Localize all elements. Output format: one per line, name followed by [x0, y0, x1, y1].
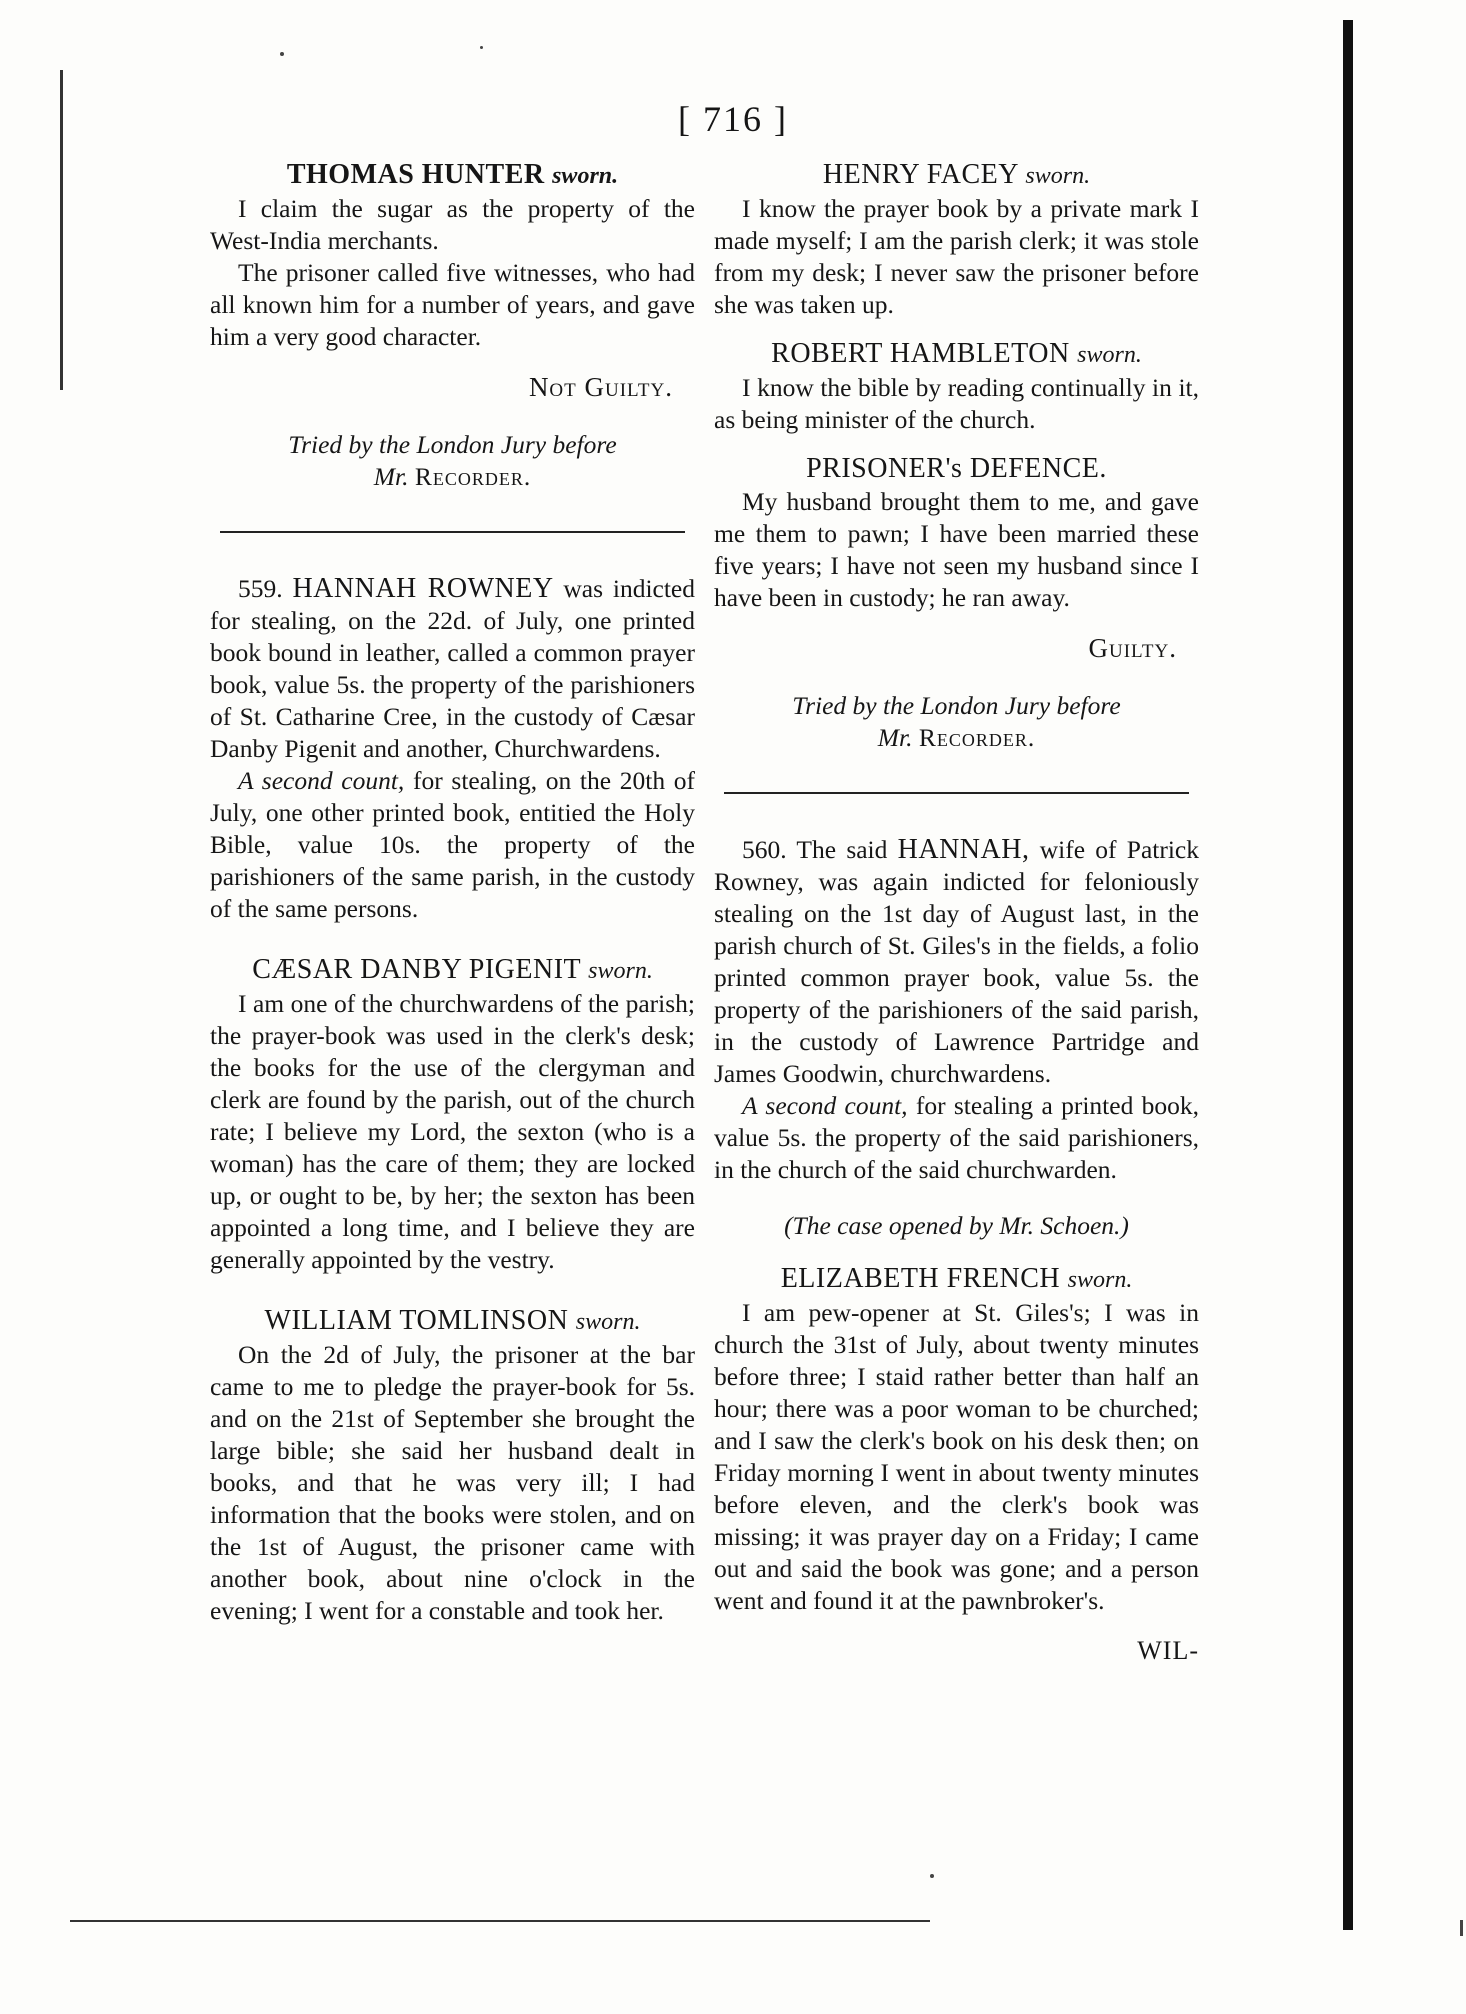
section-divider [220, 531, 685, 533]
speck [930, 1874, 934, 1878]
case-559-indictment: 559. HANNAH ROWNEY was indicted for stealing, on the 22d. of July, one printed book bound in leather, called a common prayer book, value 5s. the property of the parishioners of St. Catharine Cree, in the custody of Cæsar Danby Pigenit and another, Churchwardens. [210, 573, 695, 763]
left-column [210, 158, 695, 1627]
page-number: [ 716 ] [678, 99, 788, 139]
verdict-not-guilty: Not Guilty. [528, 372, 673, 402]
witness-heading-hambleton: ROBERT HAMBLETON sworn. [771, 338, 1142, 369]
witness-heading-pigenit: CÆSAR DANBY PIGENIT sworn. [252, 954, 653, 985]
section-divider [724, 792, 1189, 794]
testimony-french: I am pew-opener at St. Giles's; I was in church the 31st of July, about twenty minutes before three; I staid rather better than half an hour; there was a poor woman to be churched; and I saw the clerk's book on his desk then; on Friday morning I went in about twenty minutes before eleven, and the clerk's book was missing; it was prayer day on a Friday; I came out and said the book was gone; and a person went and found it at the pawnbroker's. [714, 1298, 1199, 1615]
testimony-hambleton: I know the bible by reading continually in it, as being minister of the church. [714, 373, 1199, 434]
speck [280, 52, 284, 56]
case-opened-note: (The case opened by Mr. Schoen.) [784, 1211, 1129, 1240]
speck [1460, 1920, 1463, 1936]
witness-heading-hunter: THOMAS HUNTER sworn. [286, 159, 619, 190]
right-column [714, 158, 1199, 1667]
testimony-tomlinson: On the 2d of July, the prisoner at the bar came to me to pledge the prayer-book for 5s. and on the 21st of September she brought the large bible; she said her husband dealt in books, and that he was very ill; I had information that the books were stolen, and on the 1st of August, the prisoner came with another book, about nine o'clock in the evening; I went for a constable and took her. [210, 1340, 695, 1625]
testimony-facey: I know the prayer book by a private mark I made myself; I am the parish clerk; it was stole from my desk; I never saw the prisoner before she was taken up. [714, 194, 1199, 319]
prisoner-defence-heading: PRISONER's DEFENCE. [806, 453, 1107, 484]
case-560-indictment: 560. The said HANNAH, wife of Patrick Rowney, was again indicted for feloniously stealing on the 1st day of August last, in the parish church of St. Giles's in the fields, a folio printed common prayer book, value 5s. the property of the parishioners of the said parish, in the custody of Lawrence Partridge and James Goodwin, churchwardens. [714, 834, 1199, 1088]
catchword: WIL- [1137, 1636, 1199, 1665]
case-560-second-count: A second count, for stealing a printed book, value 5s. the property of the said parishioners, in the church of the said churchwarden. [714, 1091, 1199, 1184]
verdict-guilty: Guilty. [1088, 633, 1177, 663]
witnesses-note: The prisoner called five witnesses, who had all known him for a number of years, and gave him a very good character. [210, 258, 695, 351]
page-spine-shadow [1343, 20, 1353, 1930]
witness-heading-french: ELIZABETH FRENCH sworn. [780, 1263, 1133, 1294]
speck [480, 46, 483, 49]
tried-by-note: Tried by the London Jury before Mr. Recorder. [288, 430, 617, 491]
testimony-pigenit: I am one of the churchwardens of the parish; the prayer-book was used in the clerk's desk; the books for the use of the clergyman and clerk are found by the parish, out of the church rate; I believe my Lord, the sexton (who is a woman) has the care of them; they are locked up, or ought to be, by her; the sexton has been appointed a long time, and I believe they are generally appointed by the vestry. [210, 989, 695, 1274]
witness-heading-tomlinson: WILLIAM TOMLINSON sworn. [264, 1305, 641, 1336]
testimony-hunter: I claim the sugar as the property of the West-India merchants. [210, 194, 695, 255]
tried-by-note: Tried by the London Jury before Mr. Recorder. [792, 691, 1121, 752]
witness-heading-facey: HENRY FACEY sworn. [822, 159, 1091, 190]
prisoner-defence-text: My husband brought them to me, and gave me them to pawn; I have been married these five years; I have not seen my husband since I have been in custody; he ran away. [714, 487, 1199, 612]
case-559-second-count: A second count, for stealing, on the 20th of July, one other printed book, entitied the Holy Bible, value 10s. the property of the parishioners of the same parish, in the custody of the same persons. [210, 766, 695, 923]
bottom-rule [70, 1920, 930, 1922]
